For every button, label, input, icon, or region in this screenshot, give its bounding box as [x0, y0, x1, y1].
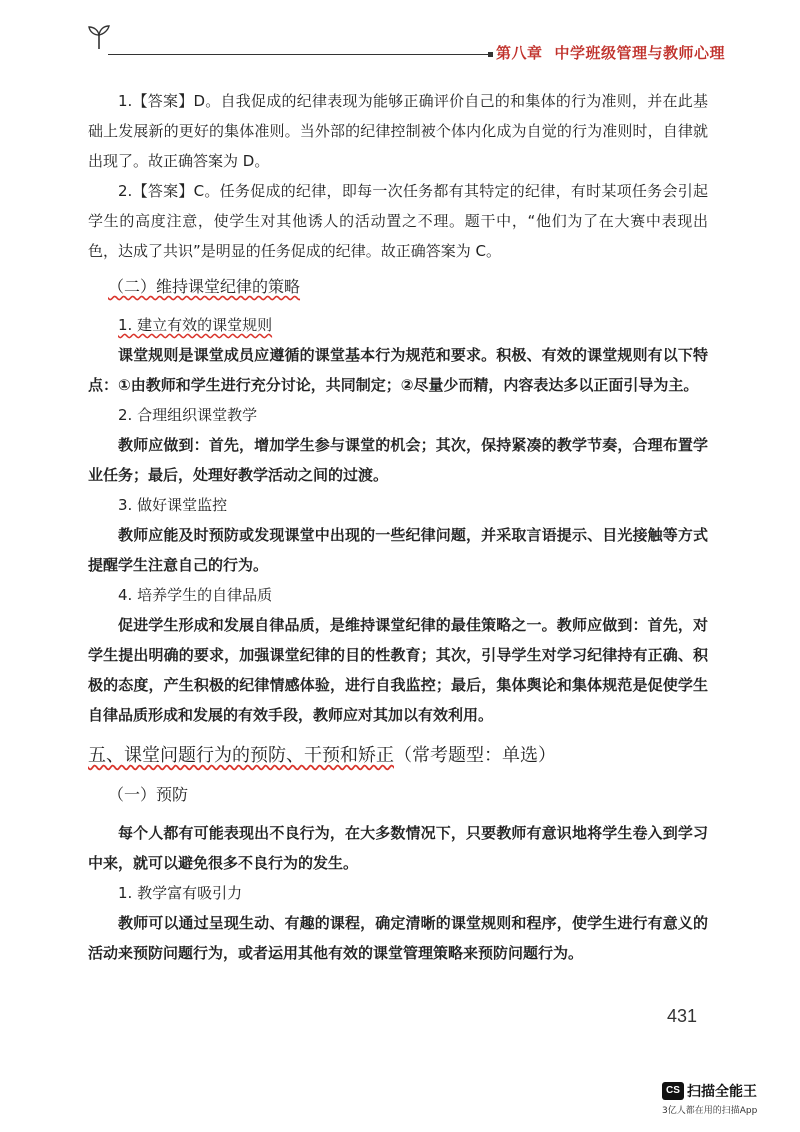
sprout-icon [88, 24, 110, 50]
item-body-3: 教师应能及时预防或发现课堂中出现的一些纪律问题，并采取言语提示、目光接触等方式提醒学生注意自己的行为。 [88, 526, 708, 574]
item-body-1: 课堂规则是课堂成员应遵循的课堂基本行为规范和要求。积极、有效的课堂规则有以下特点：①由教师和学生进行充分讨论，共同制定；②尽量少而精，内容表达多以正面引导为主。 [88, 346, 708, 394]
chapter-name: 中学班级管理与教师心理 [554, 44, 726, 62]
header-rule [108, 54, 488, 55]
item-heading-2: 2. 合理组织课堂教学 [118, 406, 258, 424]
scanner-app-name: 扫描全能王 [687, 1083, 757, 1100]
section-heading-strategy: （二）维持课堂纪律的策略 [108, 277, 301, 296]
scanner-tagline: 3亿人都在用的扫描App [662, 1105, 758, 1116]
page-number: 431 [667, 1006, 698, 1026]
item-heading-3: 3. 做好课堂监控 [118, 496, 228, 514]
header-rule-end [488, 52, 493, 57]
prevention-item-body: 教师可以通过呈现生动、有趣的课程，确定清晰的课堂规则和程序，使学生进行有意义的活动来预防问题行为，或者运用其他有效的课堂管理策略来预防问题行为。 [88, 914, 708, 962]
chapter-title [496, 42, 725, 63]
answer-paragraph-1: 1.【答案】D。自我促成的纪律表现为能够正确评价自己的和集体的行为准则，并在此基础上发展新的更好的集体准则。当外部的纪律控制被个体内化成为自觉的行为准则时，自律就出现了。故正确答案为 D。 [88, 92, 708, 170]
item-body-4: 促进学生形成和发展自律品质，是维持课堂纪律的最佳策略之一。教师应做到：首先，对学生提出明确的要求，加强课堂纪律的目的性教育；其次，引导学生对学习纪律持有正确、积极的态度，产生积极的纪律情感体验，进行自我监控；最后，集体舆论和集体规范是促使学生自律品质形成和发展的有效手段，教师应对其加以有效利用。 [88, 616, 708, 724]
page-header [0, 0, 800, 80]
scanner-watermark [662, 1080, 792, 1116]
item-body-2: 教师应做到：首先，增加学生参与课堂的机会；其次，保持紧凑的教学节奏，合理布置学业任务；最后，处理好教学活动之间的过渡。 [88, 436, 708, 484]
item-heading-1: 1. 建立有效的课堂规则 [118, 316, 273, 334]
section-heading-problem-behavior: 五、课堂问题行为的预防、干预和矫正（常考题型：单选） [88, 745, 556, 766]
chapter-number: 第八章 [496, 44, 543, 62]
answer-paragraph-2: 2.【答案】C。任务促成的纪律，即每一次任务都有其特定的纪律，有时某项任务会引起学生的高度注意，使学生对其他诱人的活动置之不理。题干中，“他们为了在大赛中表现出色，达成了共识”是明显的任务促成的纪律。故正确答案为 C。 [88, 182, 708, 260]
subsection-heading-prevention: （一）预防 [108, 785, 189, 804]
page-content [88, 86, 708, 968]
item-heading-4: 4. 培养学生的自律品质 [118, 586, 273, 604]
section-note: （常考题型：单选） [394, 745, 556, 766]
prevention-intro: 每个人都有可能表现出不良行为，在大多数情况下，只要教师有意识地将学生卷入到学习中来，就可以避免很多不良行为的发生。 [88, 824, 708, 872]
scanner-logo: CS [662, 1082, 684, 1100]
prevention-item-heading: 1. 教学富有吸引力 [118, 884, 243, 902]
